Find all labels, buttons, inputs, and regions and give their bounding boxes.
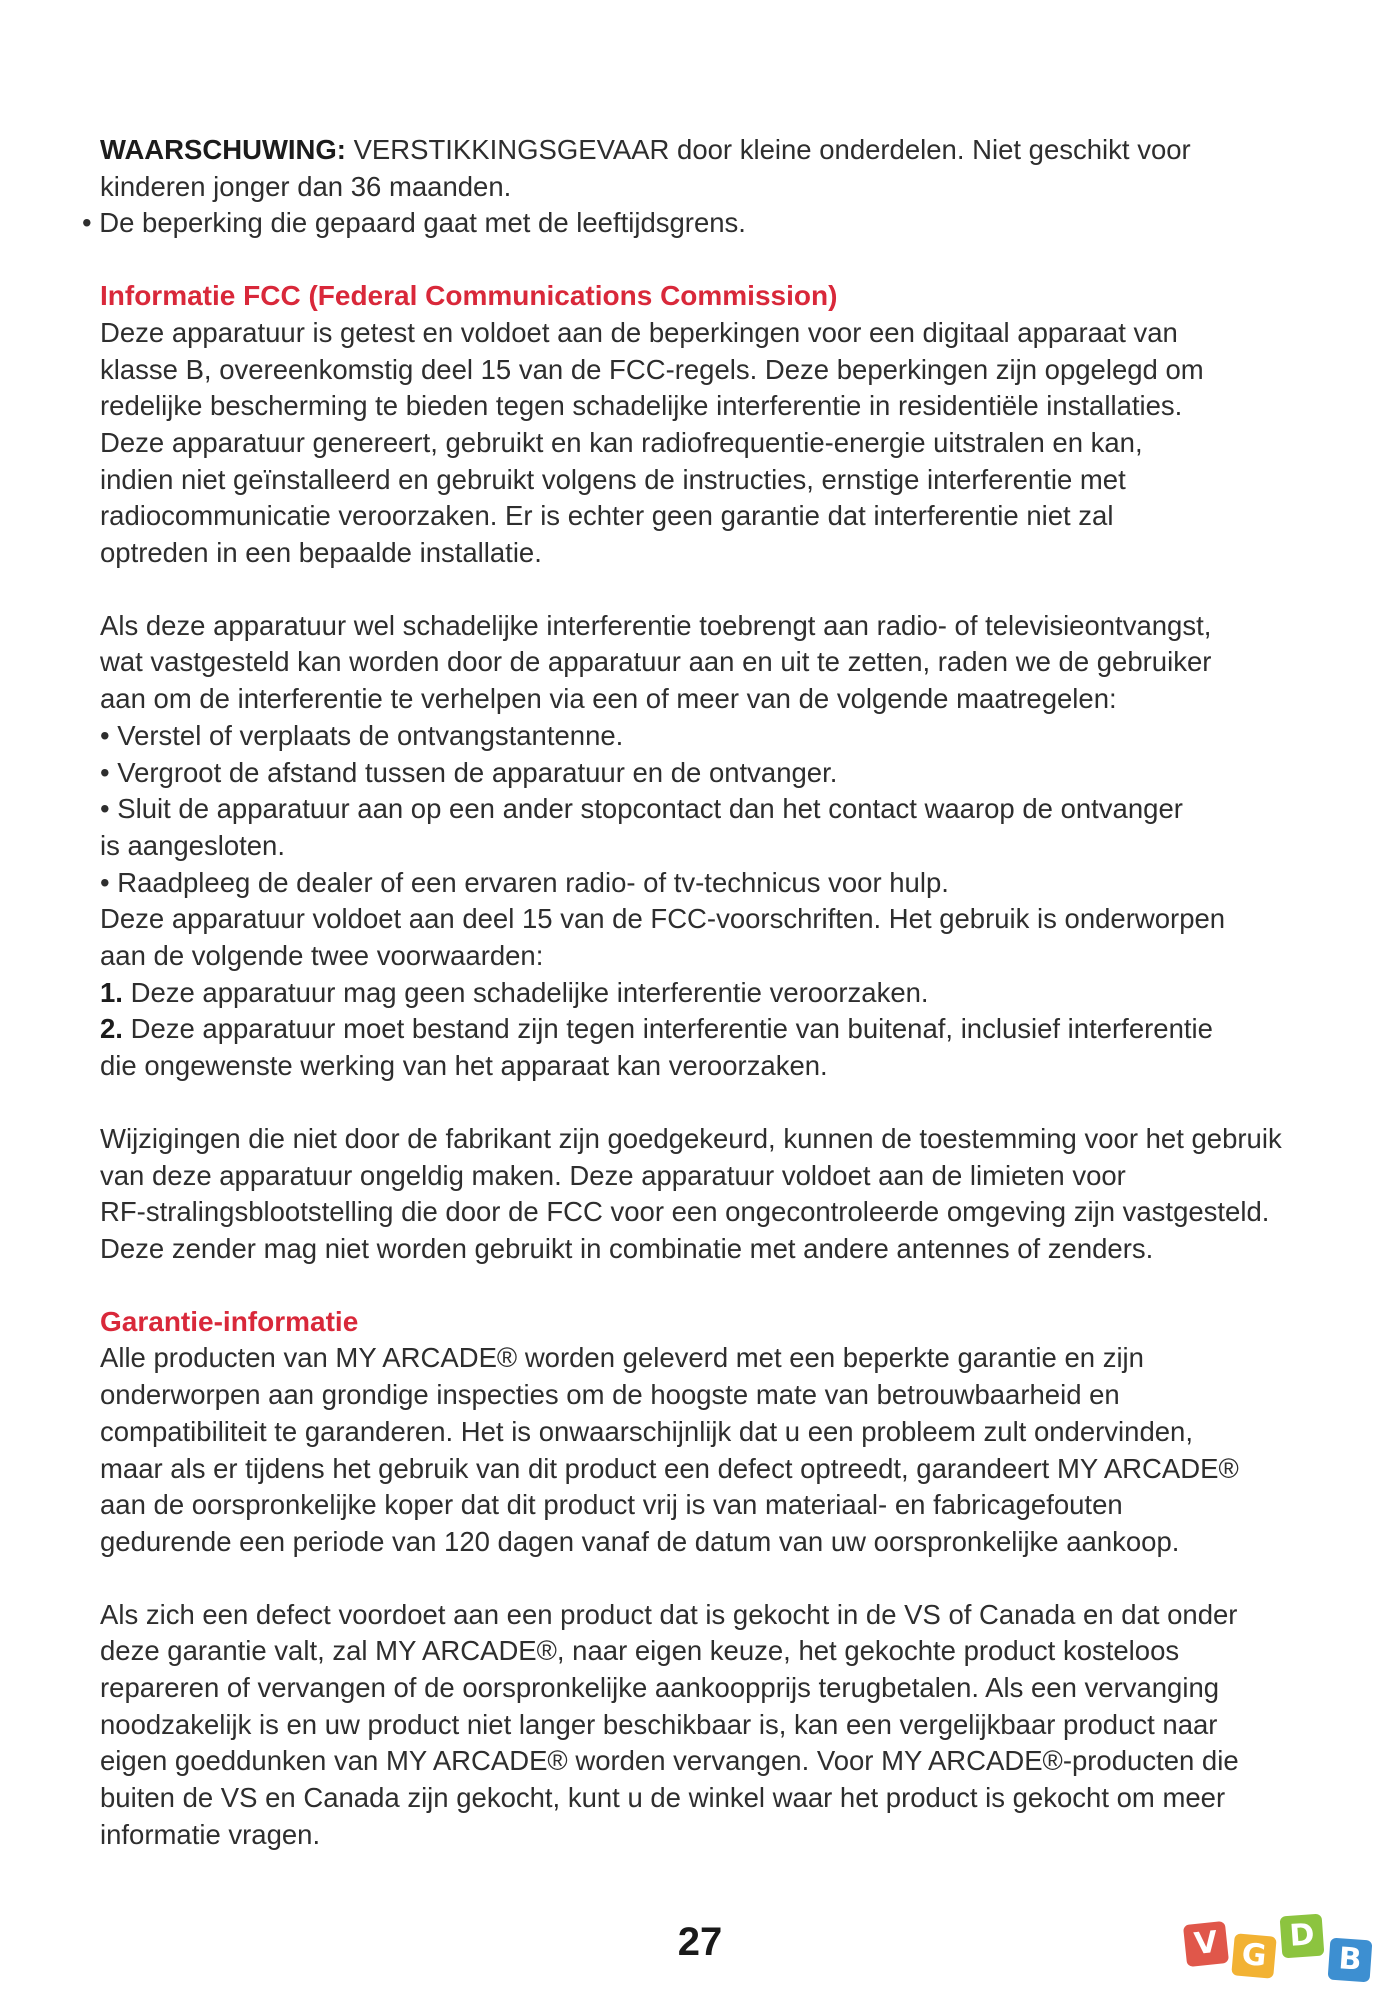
text-line: eigen goeddunken van MY ARCADE® worden vervangen. Voor MY ARCADE®-producten die [100, 1745, 1239, 1777]
text-line: noodzakelijk is en uw product niet langer beschikbaar is, kan een vergelijkbaar product naar [100, 1708, 1218, 1740]
text-line: van deze apparatuur ongeldig maken. Deze apparatuur voldoet aan de limieten voor [100, 1159, 1126, 1191]
bullet-item: • Sluit de apparatuur aan op een ander stopcontact dan het contact waarop de ontvanger [100, 793, 1183, 825]
vgdb-logo [1185, 1905, 1385, 1995]
condition-text: Deze apparatuur moet bestand zijn tegen interferentie van buitenaf, inclusief interferentie [122, 1013, 1213, 1045]
warranty-paragraph-2 [100, 1597, 1315, 1854]
text-line: deze garantie valt, zal MY ARCADE®, naar eigen keuze, het gekochte product kosteloos [100, 1635, 1180, 1667]
text-line: Deze apparatuur genereert, gebruikt en kan radiofrequentie-energie uitstralen en kan, [100, 426, 1143, 458]
fcc-paragraph-1 [100, 315, 1315, 572]
logo-letter-b: B [1328, 1938, 1373, 1983]
text-line: redelijke bescherming te bieden tegen schadelijke interferentie in residentiële installaties. [100, 390, 1183, 422]
warning-bullet: • De beperking die gepaard gaat met de leeftijdsgrens. [82, 207, 746, 239]
text-line: Alle producten van MY ARCADE® worden geleverd met een beperkte garantie en zijn [100, 1342, 1144, 1374]
condition-1 [100, 975, 1315, 1012]
text-line: indien niet geïnstalleerd en gebruikt volgens de instructies, ernstige interferentie met [100, 463, 1126, 495]
logo-letter-g: G [1231, 1933, 1277, 1979]
text-line: maar als er tijdens het gebruik van dit product een defect optreedt, garandeert MY ARCADE® [100, 1452, 1239, 1484]
text-line: wat vastgesteld kan worden door de apparatuur aan en uit te zetten, raden we de gebruiker [100, 646, 1212, 678]
warranty-heading: Garantie-informatie [100, 1305, 359, 1337]
bullet-item: • Raadpleeg de dealer of een ervaren radio- of tv-technicus voor hulp. [100, 866, 949, 898]
text-line: is aangesloten. [100, 829, 285, 861]
page-number: 27 [677, 1920, 723, 1964]
text-line: aan de oorspronkelijke koper dat dit product vrij is van materiaal- en fabricagefouten [100, 1489, 1123, 1521]
text-line: gedurende een periode van 120 dagen vanaf de datum van uw oorspronkelijke aankoop. [100, 1525, 1180, 1557]
text-line: Als zich een defect voordoet aan een product dat is gekocht in de VS of Canada en dat onder [100, 1598, 1238, 1630]
text-line: compatibiliteit te garanderen. Het is onwaarschijnlijk dat u een probleem zult ondervinden, [100, 1415, 1193, 1447]
text-line: aan om de interferentie te verhelpen via een of meer van de volgende maatregelen: [100, 683, 1117, 715]
text-line: repareren of vervangen of de oorspronkelijke aankoopprijs terugbetalen. Als een vervanging [100, 1672, 1220, 1704]
warranty-paragraph-1 [100, 1340, 1315, 1560]
logo-letter-v: V [1183, 1921, 1229, 1967]
logo-letter-d: D [1280, 1914, 1325, 1959]
fcc-paragraph-3 [100, 1121, 1315, 1268]
condition-number: 2. [100, 1013, 123, 1045]
fcc-paragraph-2 [100, 608, 1315, 1085]
text-line: onderworpen aan grondige inspecties om de hoogste mate van betrouwbaarheid en [100, 1379, 1120, 1411]
fcc-heading: Informatie FCC (Federal Communications Commission) [100, 280, 838, 312]
text-line: Deze apparatuur is getest en voldoet aan de beperkingen voor een digitaal apparaat van [100, 316, 1178, 348]
warning-label: WAARSCHUWING: [100, 134, 346, 165]
text-line: aan de volgende twee voorwaarden: [100, 940, 544, 972]
text-line: Wijzigingen die niet door de fabrikant zijn goedgekeurd, kunnen de toestemming voor het gebruik [100, 1122, 1282, 1154]
text-line: buiten de VS en Canada zijn gekocht, kunt u de winkel waar het product is gekocht om meer [100, 1782, 1226, 1814]
text-line: RF-stralingsblootstelling die door de FCC voor een ongecontroleerde omgeving zijn vastgesteld. [100, 1196, 1270, 1228]
text-line: Als deze apparatuur wel schadelijke interferentie toebrengt aan radio- of televisieontvangst, [100, 609, 1212, 641]
text-line: Deze apparatuur voldoet aan deel 15 van de FCC-voorschriften. Het gebruik is onderworpen [100, 903, 1226, 935]
text-line: Deze zender mag niet worden gebruikt in combinatie met andere antennes of zenders. [100, 1232, 1154, 1264]
bullet-item: • Vergroot de afstand tussen de apparatuur en de ontvanger. [100, 756, 838, 788]
text-line: informatie vragen. [100, 1818, 321, 1850]
warning-text: VERSTIKKINGSGEVAAR door kleine onderdelen. Niet geschikt voor [345, 134, 1191, 165]
text-line: klasse B, overeenkomstig deel 15 van de FCC-regels. Deze beperkingen zijn opgelegd om [100, 353, 1204, 385]
warning-line-1 [100, 132, 1315, 169]
page-content [82, 132, 1315, 1854]
text-line: optreden in een bepaalde installatie. [100, 537, 542, 569]
text-line: die ongewenste werking van het apparaat kan veroorzaken. [100, 1050, 828, 1082]
condition-2 [100, 1011, 1315, 1048]
condition-number: 1. [100, 976, 123, 1008]
warning-line-2: kinderen jonger dan 36 maanden. [100, 170, 512, 202]
text-line: radiocommunicatie veroorzaken. Er is echter geen garantie dat interferentie niet zal [100, 500, 1114, 532]
condition-text: Deze apparatuur mag geen schadelijke interferentie veroorzaken. [122, 976, 929, 1008]
bullet-item: • Verstel of verplaats de ontvangstantenne. [100, 719, 624, 751]
